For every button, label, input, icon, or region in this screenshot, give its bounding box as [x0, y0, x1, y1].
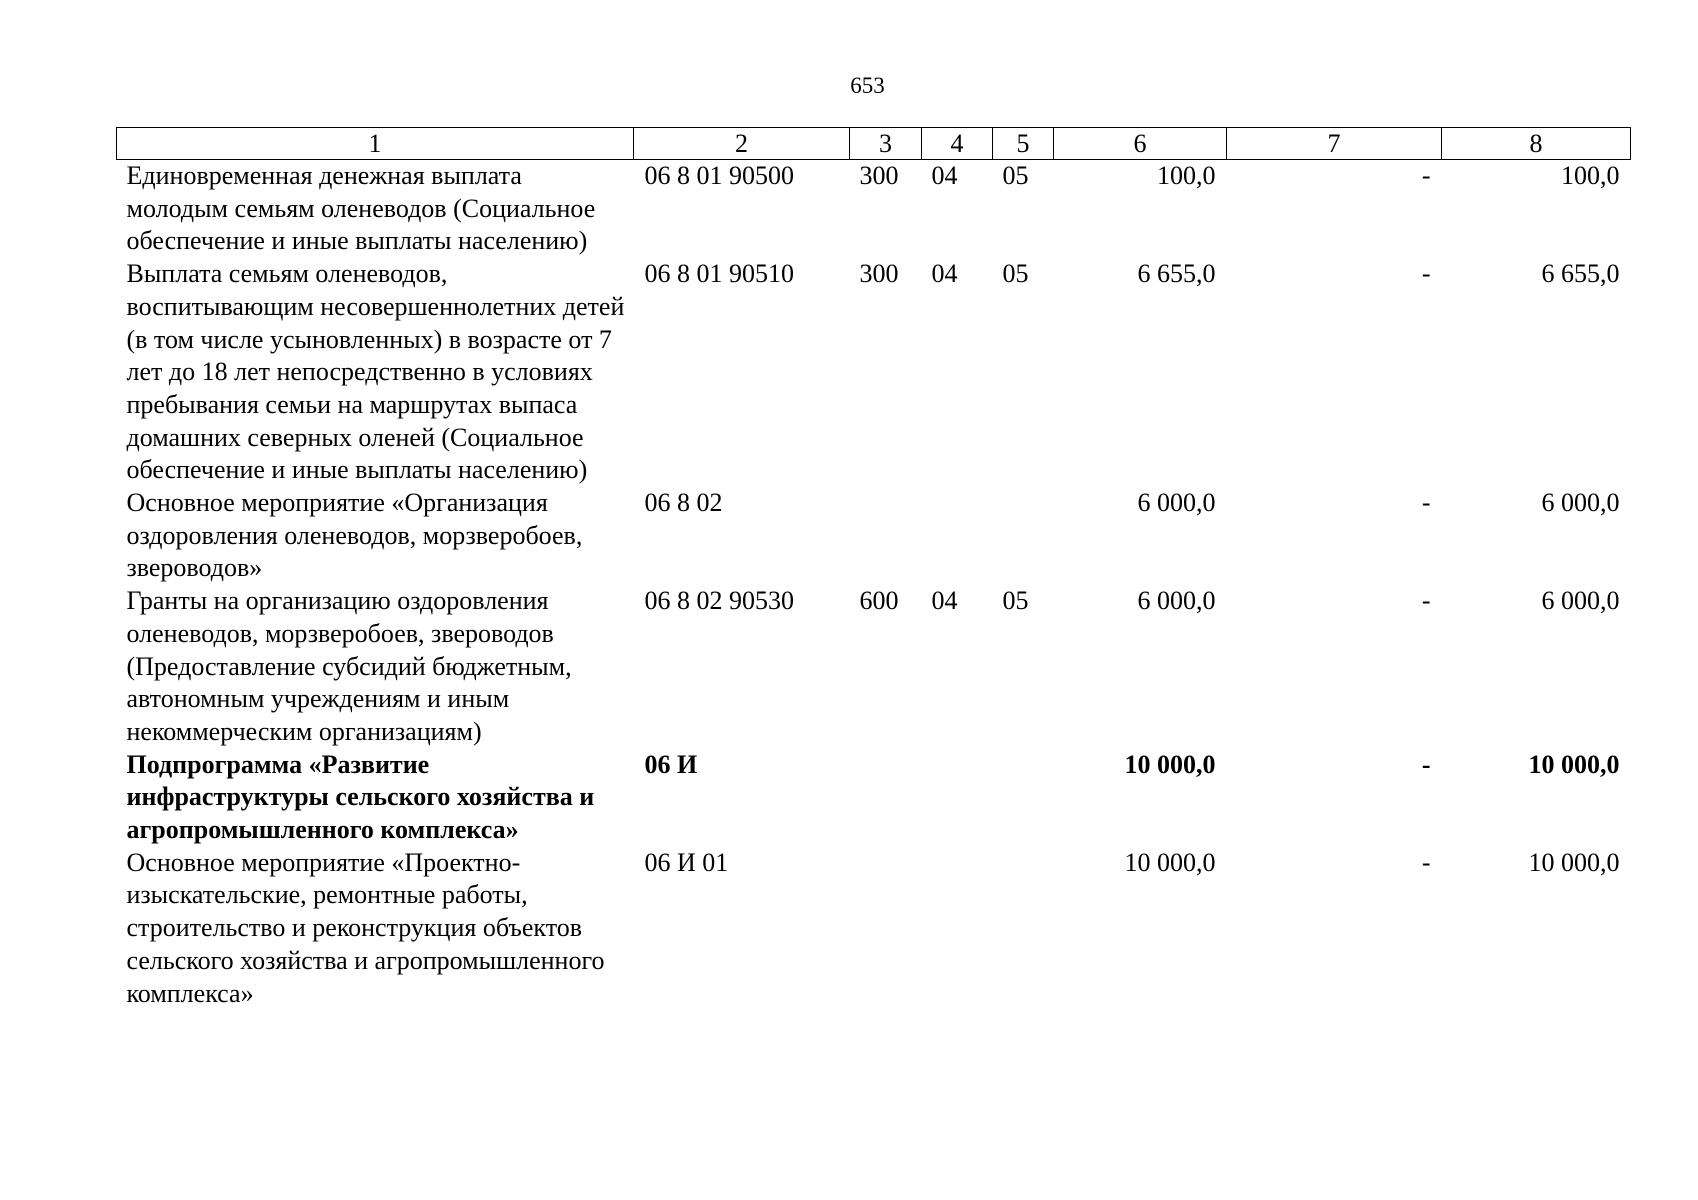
page-number: 653 — [850, 73, 885, 98]
row-col-3 — [850, 847, 922, 1011]
row-code: 06 8 02 90530 — [644, 586, 794, 616]
header-col-6: 6 — [1054, 128, 1227, 160]
row-name: Выплата семьям оленеводов, воспитывающим несовершеннолетних детей (в том числе усыновленных) в возрасте от 7 лет до 18 лет непосредственно в условиях пребывания семьи на маршрутах выпаса домашних северных оленей (Социальное обеспечение и иные выплаты населению) — [126, 259, 625, 485]
row-col-8: 6 000,0 — [1541, 488, 1620, 518]
header-row — [117, 128, 1631, 160]
row-col-5 — [993, 749, 1054, 847]
row-col-7: - — [1421, 161, 1431, 190]
row-col-4: 04 — [931, 586, 958, 616]
row-code: 06 И — [644, 749, 698, 779]
header-col-5: 5 — [993, 128, 1054, 160]
row-col-3: 300 — [859, 161, 899, 190]
row-col-8: 100,0 — [1561, 161, 1620, 190]
header-col-3: 3 — [850, 128, 922, 160]
row-col-8: 10 000,0 — [1528, 847, 1620, 877]
row-col-3: 600 — [859, 586, 899, 616]
row-col-6: 6 000,0 — [1137, 488, 1216, 518]
row-col-8: 10 000,0 — [1528, 749, 1620, 779]
row-name: Основное мероприятие «Проектно-изыскательские, ремонтные работы, строительство и реконструкция объектов сельского хозяйства и агропромышленного комплекса» — [126, 847, 605, 1008]
row-col-5: 05 — [1002, 259, 1029, 289]
row-col-7: - — [1421, 847, 1431, 877]
header-col-2: 2 — [634, 128, 850, 160]
table-row — [117, 487, 1631, 585]
table-row-subprogram — [117, 749, 1631, 847]
row-code: 06 8 01 90510 — [644, 259, 794, 289]
row-col-5: 05 — [1002, 161, 1029, 190]
row-code: 06 8 01 90500 — [644, 161, 794, 190]
row-name: Единовременная денежная выплата молодым семьям оленеводов (Социальное обеспечение и иные выплаты населению) — [126, 161, 596, 256]
row-col-4 — [922, 847, 993, 1011]
row-col-3 — [850, 749, 922, 847]
row-col-6: 10 000,0 — [1124, 749, 1216, 779]
table-row — [117, 847, 1631, 1011]
table-row — [117, 585, 1631, 749]
table-header — [117, 128, 1631, 160]
row-col-5: 05 — [1002, 586, 1029, 616]
row-col-7: - — [1421, 259, 1431, 289]
row-col-8: 6 655,0 — [1541, 259, 1620, 289]
table-row — [117, 160, 1631, 259]
row-col-6: 10 000,0 — [1124, 847, 1216, 877]
row-col-6: 6 000,0 — [1137, 586, 1216, 616]
row-name: Гранты на организацию оздоровления оленеводов, морзверобоев, звероводов (Предоставление субсидий бюджетным, автономным учреждениям и иным некоммерческим организациям) — [126, 586, 572, 746]
header-col-1: 1 — [117, 128, 634, 160]
table-row — [117, 258, 1631, 487]
table-body — [117, 160, 1631, 1011]
row-col-7: - — [1421, 488, 1431, 518]
row-name: Подпрограмма «Развитие инфраструктуры сельского хозяйства и агропромышленного комплекса» — [126, 749, 595, 845]
row-code: 06 8 02 — [644, 488, 723, 518]
row-col-4: 04 — [931, 161, 958, 190]
row-col-5 — [993, 847, 1054, 1011]
header-col-4: 4 — [922, 128, 993, 160]
row-code: 06 И 01 — [644, 847, 729, 877]
row-col-6: 100,0 — [1157, 161, 1216, 190]
header-col-7: 7 — [1227, 128, 1442, 160]
row-col-7: - — [1421, 586, 1431, 616]
row-col-5 — [993, 487, 1054, 585]
row-col-8: 6 000,0 — [1541, 586, 1620, 616]
row-col-3: 300 — [859, 259, 899, 289]
row-col-6: 6 655,0 — [1137, 259, 1216, 289]
row-col-3 — [850, 487, 922, 585]
row-col-4 — [922, 749, 993, 847]
budget-table — [116, 127, 1631, 1010]
row-name: Основное мероприятие «Организация оздоровления оленеводов, морзверобоев, звероводов» — [126, 488, 583, 583]
row-col-7: - — [1421, 749, 1431, 779]
row-col-4 — [922, 487, 993, 585]
header-col-8: 8 — [1442, 128, 1631, 160]
row-col-4: 04 — [931, 259, 958, 289]
